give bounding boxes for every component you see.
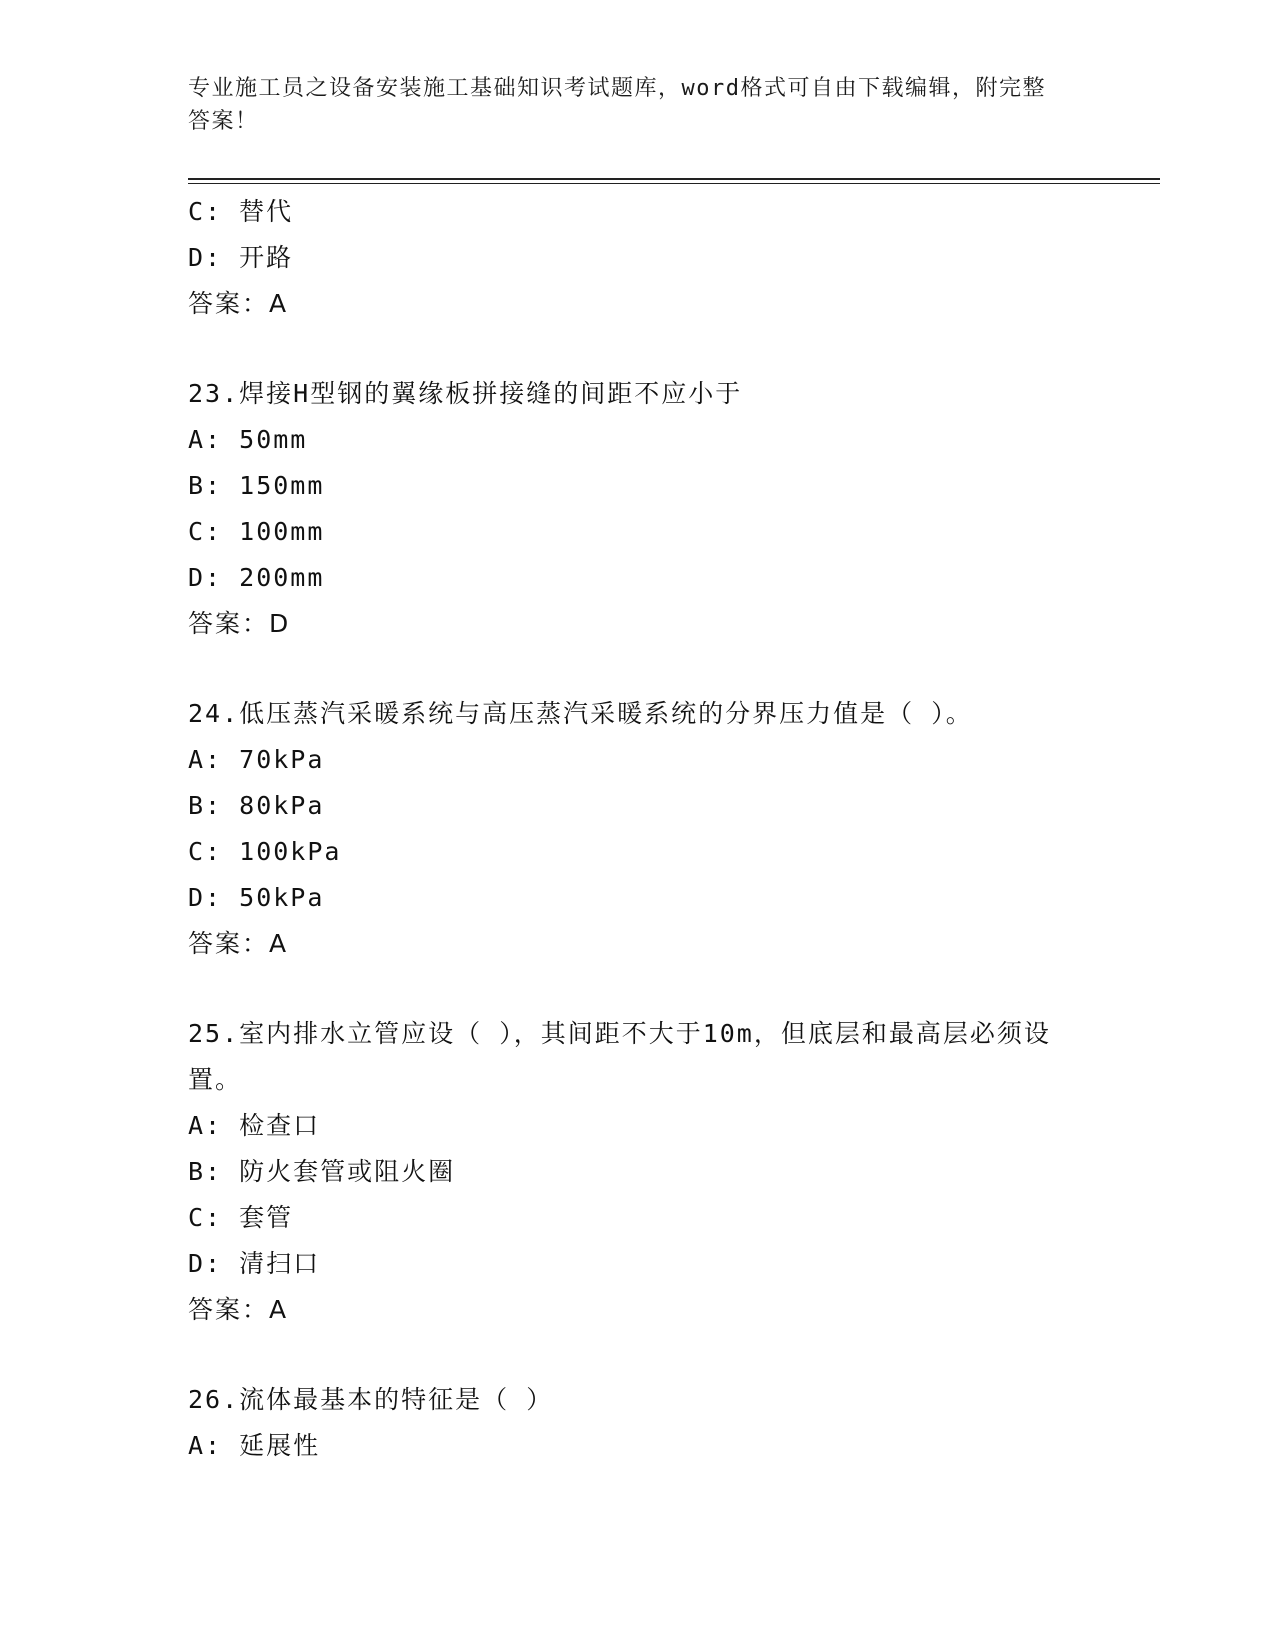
question-text: 26.流体最基本的特征是（ ） (188, 1385, 554, 1414)
question-list (188, 189, 1088, 1469)
answer-line: 答案：A (188, 289, 289, 318)
option-b: B: 80kPa (188, 791, 325, 820)
option-a: A: 50mm (188, 425, 308, 454)
option-c: C: 100kPa (188, 837, 342, 866)
question-text: 24.低压蒸汽采暖系统与高压蒸汽采暖系统的分界压力值是（ ）。 (188, 699, 973, 728)
question-26 (188, 1377, 1088, 1469)
header-rule-thin (188, 183, 1160, 184)
option-c: C: 替代 (188, 197, 294, 226)
document-header: 专业施工员之设备安装施工基础知识考试题库，word格式可自由下载编辑，附完整答案！ (188, 76, 1046, 134)
answer-line: 答案：D (188, 609, 291, 638)
question-25 (188, 1011, 1088, 1333)
option-b: B: 150mm (188, 471, 325, 500)
option-d: D: 200mm (188, 563, 325, 592)
answer-line: 答案：A (188, 929, 289, 958)
question-23 (188, 371, 1088, 647)
option-d: D: 开路 (188, 243, 294, 272)
option-c: C: 100mm (188, 517, 325, 546)
question-22-continued (188, 189, 1088, 327)
option-a: A: 检查口 (188, 1111, 321, 1140)
question-text: 25.室内排水立管应设（ ），其间距不大于10m，但底层和最高层必须设置。 (188, 1019, 1051, 1094)
header-rule-thick (188, 178, 1160, 180)
option-b: B: 防火套管或阻火圈 (188, 1157, 456, 1186)
option-c: C: 套管 (188, 1203, 294, 1232)
answer-line: 答案：A (188, 1295, 289, 1324)
question-24 (188, 691, 1088, 967)
question-text: 23.焊接H型钢的翼缘板拼接缝的间距不应小于 (188, 379, 743, 408)
option-a: A: 70kPa (188, 745, 325, 774)
option-a: A: 延展性 (188, 1431, 321, 1460)
option-d: D: 50kPa (188, 883, 325, 912)
option-d: D: 清扫口 (188, 1249, 321, 1278)
